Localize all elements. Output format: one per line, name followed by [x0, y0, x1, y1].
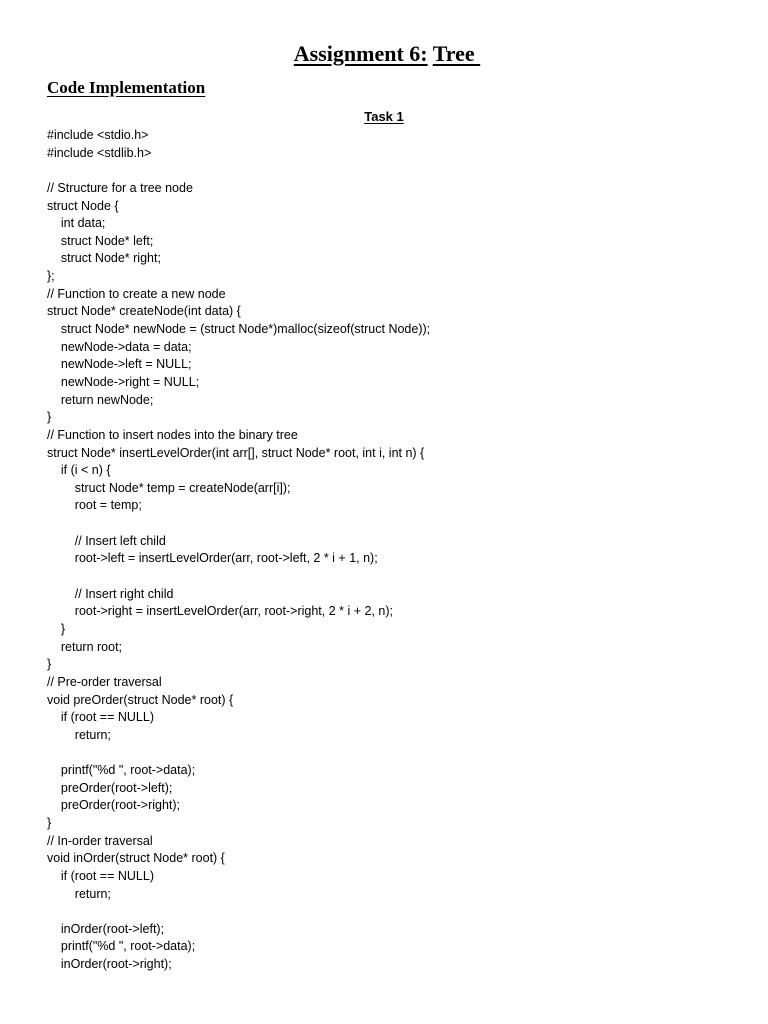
code-line: } [47, 410, 52, 425]
title-prefix: Assignment 6: [293, 41, 428, 66]
code-line: if (i < n) { [47, 463, 111, 478]
code-line: // Insert right child [47, 586, 174, 601]
code-line: inOrder(root->left); [47, 921, 165, 936]
code-line: // In-order traversal [47, 833, 153, 848]
code-line: return; [47, 727, 111, 742]
code-line: // Pre-order traversal [47, 674, 162, 689]
code-line: // Function to create a new node [47, 286, 226, 301]
code-line [47, 744, 747, 762]
code-line: #include <stdlib.h> [47, 145, 152, 160]
code-line: } [47, 657, 52, 672]
code-line [47, 515, 747, 533]
code-line: // Insert left child [47, 533, 166, 548]
code-line: return newNode; [47, 392, 154, 407]
document-title [0, 40, 768, 68]
code-line: root = temp; [47, 498, 142, 513]
code-line: struct Node* right; [47, 251, 161, 266]
code-line: preOrder(root->left); [47, 780, 173, 795]
code-line: struct Node* newNode = (struct Node*)malloc(sizeof(struct Node)); [47, 322, 431, 337]
code-line: return root; [47, 639, 123, 654]
code-line: void inOrder(struct Node* root) { [47, 851, 225, 866]
code-line: struct Node* temp = createNode(arr[i]); [47, 480, 291, 495]
code-line: struct Node* insertLevelOrder(int arr[], struct Node* root, int i, int n) { [47, 445, 425, 460]
code-line: preOrder(root->right); [47, 798, 181, 813]
code-line: struct Node* createNode(int data) { [47, 304, 241, 319]
code-line: root->right = insertLevelOrder(arr, root->right, 2 * i + 2, n); [47, 604, 393, 619]
code-line: printf("%d ", root->data); [47, 939, 196, 954]
code-line: newNode->right = NULL; [47, 374, 200, 389]
task-heading: Task 1 [364, 109, 404, 124]
code-line: // Function to insert nodes into the binary tree [47, 427, 298, 442]
code-line: struct Node* left; [47, 233, 154, 248]
code-line: void preOrder(struct Node* root) { [47, 692, 234, 707]
code-line: if (root == NULL) [47, 868, 154, 883]
code-line [47, 162, 747, 180]
code-line: printf("%d ", root->data); [47, 763, 196, 778]
code-line: newNode->data = data; [47, 339, 192, 354]
code-line: } [47, 815, 52, 830]
code-line: // Structure for a tree node [47, 180, 193, 195]
code-line: return; [47, 886, 111, 901]
code-line: int data; [47, 216, 106, 231]
code-line [47, 903, 747, 921]
code-line [47, 568, 747, 586]
code-line: } [47, 621, 66, 636]
code-line: }; [47, 269, 55, 284]
code-line: root->left = insertLevelOrder(arr, root->left, 2 * i + 1, n); [47, 551, 378, 566]
section-heading: Code Implementation [47, 78, 206, 97]
code-block [47, 127, 747, 974]
code-line: newNode->left = NULL; [47, 357, 192, 372]
title-word: Tree [432, 41, 481, 66]
code-line: struct Node { [47, 198, 119, 213]
code-line: #include <stdio.h> [47, 128, 149, 142]
code-line: if (root == NULL) [47, 710, 154, 725]
code-line: inOrder(root->right); [47, 957, 172, 972]
